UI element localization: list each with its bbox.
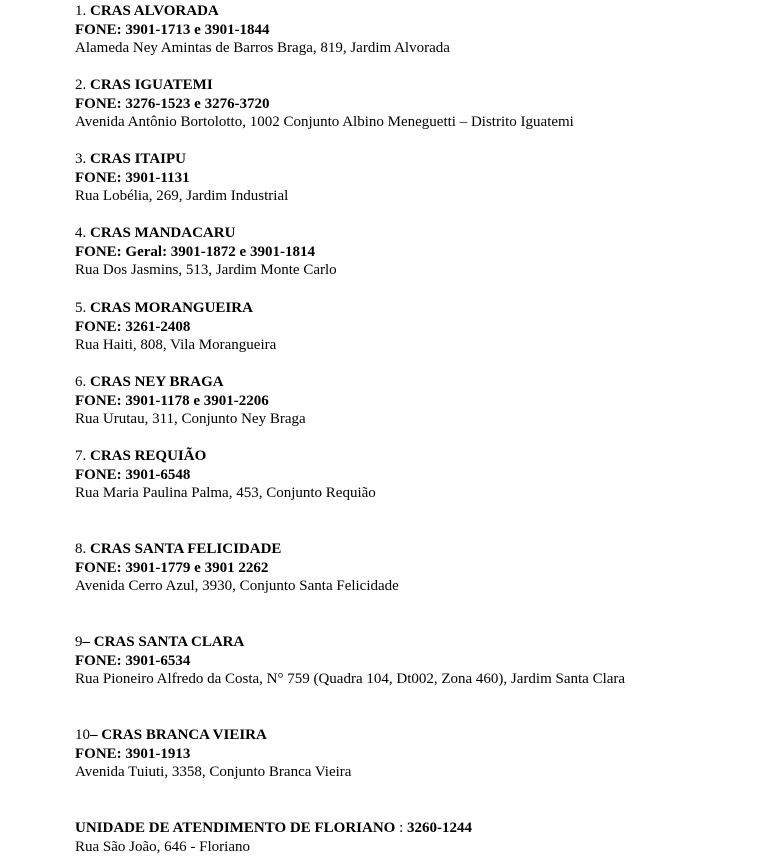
- item-number: 9: [75, 634, 83, 650]
- address-line: Rua Lobélia, 269, Jardim Industrial: [75, 188, 289, 205]
- unit-name: CRAS NEY BRAGA: [90, 374, 224, 390]
- address-line: Rua Haiti, 808, Vila Morangueira: [75, 337, 277, 354]
- unit-name: CRAS SANTA FELICIDADE: [90, 541, 282, 557]
- address-line: Rua Pioneiro Alfredo da Costa, N° 759 (Quadra 104, Dt002, Zona 460), Jardim Santa Clara: [75, 671, 626, 688]
- list-item-cras-mandacaru: [75, 224, 337, 280]
- address-line: Rua Dos Jasmins, 513, Jardim Monte Carlo: [75, 262, 337, 279]
- address-line: Avenida Antônio Bortolotto, 1002 Conjunto Albino Meneguetti – Distrito Iguatemi: [75, 114, 574, 131]
- phone-number: 3260-1244: [407, 820, 472, 836]
- list-item-cras-santa-felicidade: [75, 540, 399, 596]
- phone-line: FONE: 3276-1523 e 3276-3720: [75, 95, 270, 112]
- unit-name: CRAS MORANGUEIRA: [90, 300, 253, 316]
- item-number: 5.: [75, 300, 90, 316]
- list-item-cras-morangueira: [75, 299, 276, 355]
- unit-name: CRAS ALVORADA: [90, 3, 219, 19]
- phone-line: FONE: 3901-6548: [75, 466, 191, 483]
- address-line: Rua Urutau, 311, Conjunto Ney Braga: [75, 411, 306, 428]
- list-item-cras-itaipu: [75, 150, 288, 206]
- address-line: Avenida Cerro Azul, 3930, Conjunto Santa Felicidade: [75, 578, 399, 595]
- list-item-cras-iguatemi: [75, 76, 574, 132]
- separator: :: [395, 820, 407, 836]
- unit-name: UNIDADE DE ATENDIMENTO DE FLORIANO: [75, 820, 396, 836]
- phone-line: FONE: Geral: 3901-1872 e 3901-1814: [75, 243, 315, 260]
- list-item-cras-alvorada: [75, 2, 450, 58]
- list-item-floriano-unit: [75, 819, 472, 856]
- item-number: 8.: [75, 541, 90, 557]
- unit-name: – CRAS SANTA CLARA: [82, 634, 245, 650]
- phone-line: FONE: 3901-1131: [75, 169, 190, 186]
- item-number: 10: [75, 727, 90, 743]
- phone-line: FONE: 3261-2408: [75, 318, 191, 335]
- address-line: Rua São João, 646 - Floriano: [75, 838, 250, 855]
- address-line: Rua Maria Paulina Palma, 453, Conjunto Requião: [75, 485, 376, 502]
- item-number: 6.: [75, 374, 90, 390]
- unit-name: CRAS MANDACARU: [90, 225, 236, 241]
- item-number: 4.: [75, 225, 90, 241]
- item-number: 1.: [75, 3, 90, 19]
- item-number: 7.: [75, 448, 90, 464]
- address-line: Avenida Tuiuti, 3358, Conjunto Branca Vieira: [75, 764, 352, 781]
- unit-name: CRAS REQUIÃO: [90, 448, 207, 464]
- unit-name: – CRAS BRANCA VIEIRA: [90, 727, 267, 743]
- phone-line: FONE: 3901-1713 e 3901-1844: [75, 21, 270, 38]
- item-number: 2.: [75, 77, 90, 93]
- list-item-cras-requiao: [75, 447, 376, 503]
- unit-name: CRAS IGUATEMI: [90, 77, 213, 93]
- list-item-cras-santa-clara: [75, 633, 625, 689]
- unit-name: CRAS ITAIPU: [90, 151, 186, 167]
- phone-line: FONE: 3901-1178 e 3901-2206: [75, 392, 269, 409]
- phone-line: FONE: 3901-6534: [75, 652, 191, 669]
- list-item-cras-branca-vieira: [75, 726, 351, 782]
- phone-line: FONE: 3901-1913: [75, 745, 191, 762]
- address-line: Alameda Ney Amintas de Barros Braga, 819, Jardim Alvorada: [75, 40, 450, 57]
- list-item-cras-ney-braga: [75, 373, 306, 429]
- item-number: 3.: [75, 151, 90, 167]
- phone-line: FONE: 3901-1779 e 3901 2262: [75, 559, 269, 576]
